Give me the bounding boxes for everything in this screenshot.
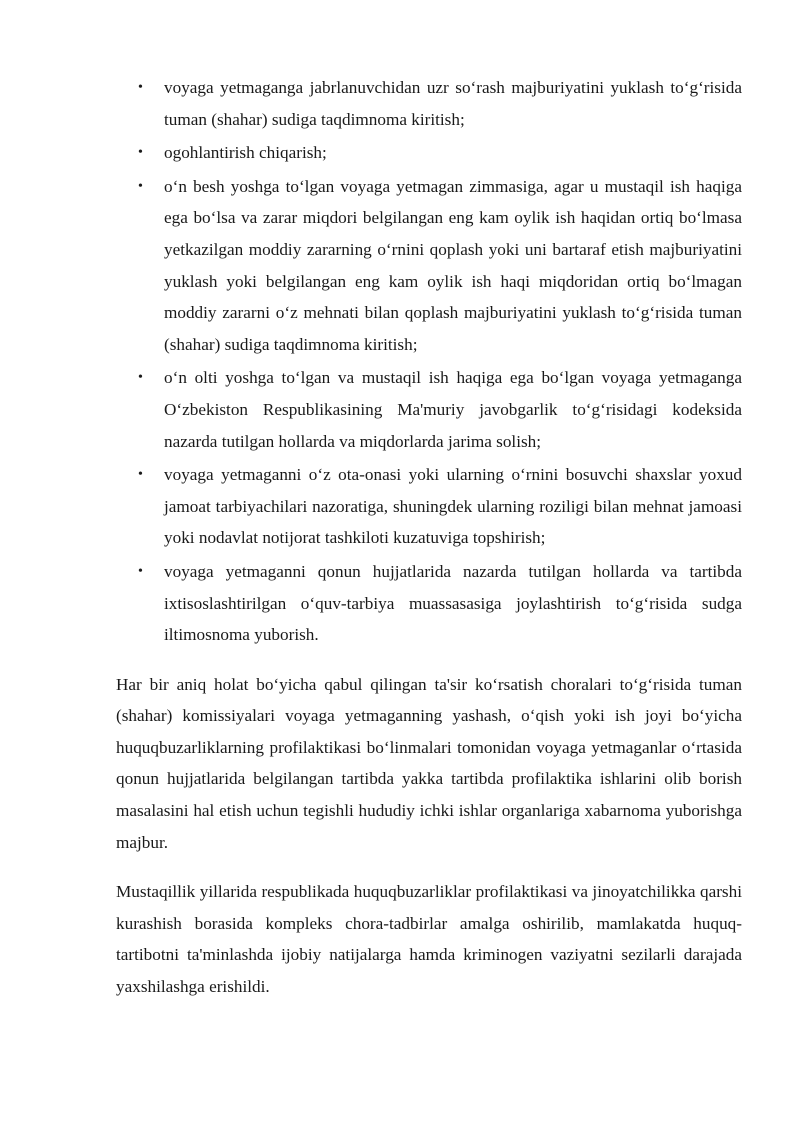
bullet-icon: • [138, 563, 143, 579]
list-item-text: o‘n olti yoshga to‘lgan va mustaqil ish haqiga ega bo‘lgan voyaga yetmaganga O‘zbekiston Respublikasining Ma'muriy javobgarlik to‘g‘risidagi kodeksida nazarda tutilgan hollarda va miqdorlarda jarima solish; [164, 368, 742, 451]
list-item-text: voyaga yetmaganni o‘z ota-onasi yoki ularning o‘rnini bosuvchi shaxslar yoxud jamoat tarbiyachilari nazoratiga, shuningdek ularning roziligi bilan mehnat jamoasi yoki nodavlat notijorat tashkiloti kuzatuviga topshirish; [164, 465, 742, 548]
list-item [116, 362, 742, 457]
bullet-icon: • [138, 178, 143, 194]
measures-list [116, 72, 742, 651]
list-item-text: voyaga yetmaganga jabrlanuvchidan uzr so‘rash majburiyatini yuklash to‘g‘risida tuman (shahar) sudiga taqdimnoma kiritish; [164, 78, 742, 129]
list-item [116, 556, 742, 651]
list-item [116, 171, 742, 361]
bullet-icon: • [138, 370, 143, 386]
list-item-text: ogohlantirish chiqarish; [164, 143, 327, 163]
body-paragraph-independence-years: Mustaqillik yillarida respublikada huquqbuzarliklar profilaktikasi va jinoyatchilikka qarshi kurashish borasida kompleks chora-tadbirlar amalga oshirilib, mamlakatda huquq-tartibotni ta'minlashda ijobiy natijalarga hamda kriminogen vaziyatni sezilarli darajada yaxshilashga erishildi. [116, 882, 742, 997]
list-item-text: voyaga yetmaganni qonun hujjatlarida nazarda tutilgan hollarda va tartibda ixtisoslashtirilgan o‘quv-tarbiya muassasasiga joylashtirish to‘g‘risida sudga iltimosnoma yuborish. [164, 561, 742, 645]
document-page [116, 72, 742, 1003]
list-item [116, 459, 742, 554]
body-paragraph-notification: Har bir aniq holat bo‘yicha qabul qilingan ta'sir ko‘rsatish choralari to‘g‘risida tuman (shahar) komissiyalari voyaga yetmaganning yashash, o‘qish yoki ish joyi bo‘yicha huquqbuzarliklarning profilaktikasi bo‘linmalari tomonidan voyaga yetmaganlar o‘rtasida qonun hujjatlarida belgilangan tartibda yakka tartibda profilaktika ishlarini olib borish masalasini hal etish uchun tegishli hududiy ichki ishlar organlariga xabarnoma yuborishga majbur. [116, 674, 742, 852]
list-item [116, 137, 742, 169]
bullet-icon: • [138, 145, 143, 161]
bullet-icon: • [138, 80, 143, 95]
list-item-text: o‘n besh yoshga to‘lgan voyaga yetmagan zimmasiga, agar u mustaqil ish haqiga ega bo‘lsa va zarar miqdori belgilangan eng kam oylik ish haqidan ortiq bo‘lmasa yetkazilgan moddiy zararning o‘rnini qoplash yoki uni bartaraf etish majburiyatini yuklash yoki belgilangan eng kam oylik ish haqi miqdoridan ortiq bo‘lmagan moddiy zararni o‘z mehnati bilan qoplash majburiyatini yuklash to‘g‘risida tuman (shahar) sudiga taqdimnoma kiritish; [164, 176, 742, 354]
list-item [116, 72, 742, 135]
bullet-icon: • [138, 467, 143, 483]
